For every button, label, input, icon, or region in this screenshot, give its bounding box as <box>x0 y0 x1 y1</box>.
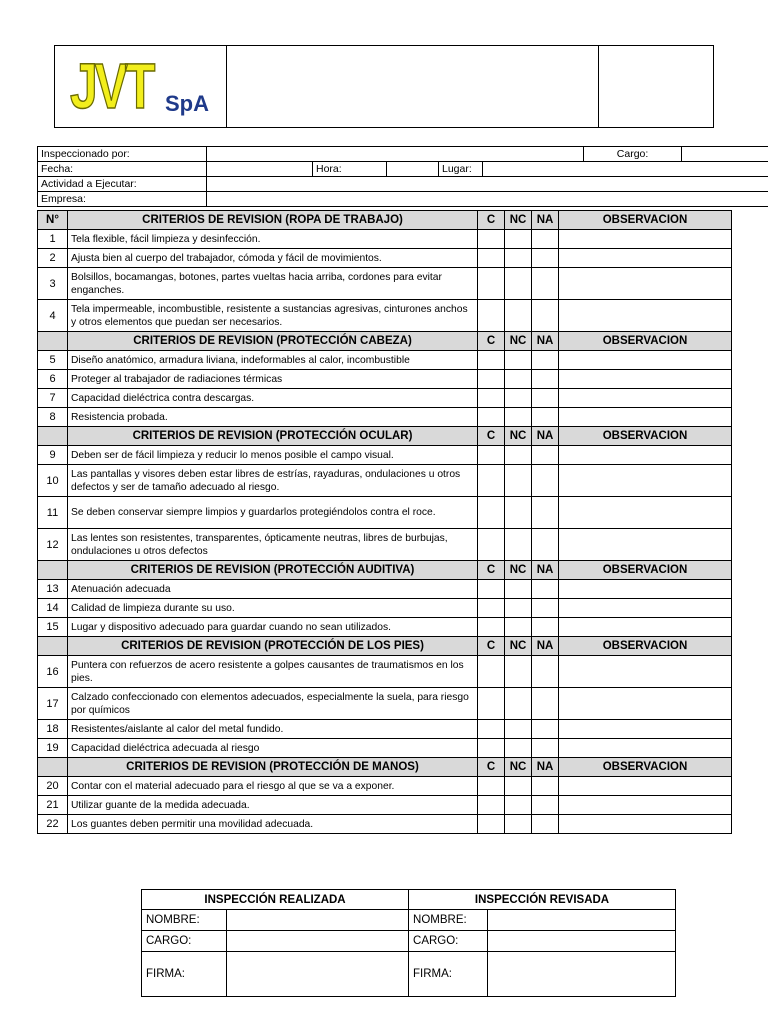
check-c[interactable] <box>478 408 505 427</box>
table-row <box>38 796 732 815</box>
col-na-header: NA <box>532 332 559 351</box>
table-row <box>38 446 732 465</box>
actividad-label: Actividad a Ejecutar: <box>38 177 207 192</box>
check-nc[interactable] <box>505 389 532 408</box>
observation-field[interactable] <box>559 408 732 427</box>
item-criterion: Atenuación adecuada <box>68 580 478 599</box>
item-number: 2 <box>38 249 68 268</box>
observation-field[interactable] <box>559 796 732 815</box>
check-na[interactable] <box>532 351 559 370</box>
item-number: 22 <box>38 815 68 834</box>
done-cargo-field[interactable] <box>227 931 409 952</box>
table-row <box>38 739 732 758</box>
table-row <box>38 720 732 739</box>
empresa-field[interactable] <box>207 192 768 207</box>
col-c-header: C <box>478 561 505 580</box>
check-c[interactable] <box>478 720 505 739</box>
observation-field[interactable] <box>559 529 732 561</box>
check-nc[interactable] <box>505 408 532 427</box>
item-number: 1 <box>38 230 68 249</box>
check-nc[interactable] <box>505 796 532 815</box>
section-title: CRITERIOS DE REVISION (PROTECCIÓN AUDITIVA) <box>68 561 478 580</box>
item-number: 21 <box>38 796 68 815</box>
check-na[interactable] <box>532 815 559 834</box>
observation-field[interactable] <box>559 815 732 834</box>
company-logo: JVT <box>70 50 153 122</box>
item-number: 14 <box>38 599 68 618</box>
col-num-header: N° <box>38 211 68 230</box>
signature-table <box>141 889 676 997</box>
check-nc[interactable] <box>505 815 532 834</box>
check-c[interactable] <box>478 739 505 758</box>
check-c[interactable] <box>478 529 505 561</box>
section-title: CRITERIOS DE REVISION (PROTECCIÓN CABEZA) <box>68 332 478 351</box>
col-c-header: C <box>478 211 505 230</box>
table-row <box>38 618 732 637</box>
hora-field[interactable] <box>387 162 439 177</box>
observation-field[interactable] <box>559 389 732 408</box>
item-number: 7 <box>38 389 68 408</box>
check-c[interactable] <box>478 465 505 497</box>
col-obs-header: OBSERVACION <box>559 427 732 446</box>
done-signature-label: FIRMA: <box>142 952 227 997</box>
fecha-label: Fecha: <box>38 162 207 177</box>
observation-field[interactable] <box>559 351 732 370</box>
col-num-blank <box>38 332 68 351</box>
col-obs-header: OBSERVACION <box>559 637 732 656</box>
col-nc-header: NC <box>505 427 532 446</box>
check-nc[interactable] <box>505 656 532 688</box>
observation-field[interactable] <box>559 300 732 332</box>
fecha-field[interactable] <box>207 162 313 177</box>
item-number: 12 <box>38 529 68 561</box>
item-criterion: Resistencia probada. <box>68 408 478 427</box>
col-c-header: C <box>478 427 505 446</box>
check-na[interactable] <box>532 249 559 268</box>
item-criterion: Tela flexible, fácil limpieza y desinfección. <box>68 230 478 249</box>
check-na[interactable] <box>532 268 559 300</box>
observation-field[interactable] <box>559 618 732 637</box>
col-num-blank <box>38 758 68 777</box>
item-criterion: Puntera con refuerzos de acero resistente a golpes causantes de traumatismos en los pies. <box>68 656 478 688</box>
reviewed-cargo-field[interactable] <box>488 931 676 952</box>
table-row <box>38 599 732 618</box>
section-header-row <box>38 427 732 446</box>
table-row <box>38 249 732 268</box>
item-number: 17 <box>38 688 68 720</box>
check-nc[interactable] <box>505 230 532 249</box>
check-nc[interactable] <box>505 268 532 300</box>
check-nc[interactable] <box>505 777 532 796</box>
inspected-by-field[interactable] <box>207 147 584 162</box>
done-cargo-label: CARGO: <box>142 931 227 952</box>
hora-label: Hora: <box>313 162 387 177</box>
table-row <box>38 777 732 796</box>
col-c-header: C <box>478 332 505 351</box>
col-obs-header: OBSERVACION <box>559 561 732 580</box>
item-number: 16 <box>38 656 68 688</box>
check-na[interactable] <box>532 656 559 688</box>
reviewed-signature-label: FIRMA: <box>409 952 488 997</box>
done-name-label: NOMBRE: <box>142 910 227 931</box>
item-number: 15 <box>38 618 68 637</box>
check-c[interactable] <box>478 370 505 389</box>
check-c[interactable] <box>478 300 505 332</box>
check-nc[interactable] <box>505 446 532 465</box>
table-row <box>38 656 732 688</box>
done-signature-field[interactable] <box>227 952 409 997</box>
check-na[interactable] <box>532 580 559 599</box>
item-criterion: Se deben conservar siempre limpios y guardarlos protegiéndolos contra el roce. <box>68 497 478 529</box>
col-num-blank <box>38 637 68 656</box>
item-criterion: Ajusta bien al cuerpo del trabajador, cómoda y fácil de movimientos. <box>68 249 478 268</box>
item-criterion: Bolsillos, bocamangas, botones, partes vueltas hacia arriba, cordones para evitar enganches. <box>68 268 478 300</box>
table-row <box>38 580 732 599</box>
section-header-row <box>38 561 732 580</box>
reviewed-name-label: NOMBRE: <box>409 910 488 931</box>
col-na-header: NA <box>532 211 559 230</box>
header-right-cell <box>598 46 715 127</box>
inspection-reviewed-header: INSPECCIÓN REVISADA <box>409 890 676 910</box>
check-nc[interactable] <box>505 370 532 389</box>
col-nc-header: NC <box>505 211 532 230</box>
info-table <box>37 146 768 207</box>
item-number: 6 <box>38 370 68 389</box>
section-header-row <box>38 332 732 351</box>
check-na[interactable] <box>532 618 559 637</box>
check-c[interactable] <box>478 618 505 637</box>
check-na[interactable] <box>532 370 559 389</box>
col-nc-header: NC <box>505 332 532 351</box>
check-nc[interactable] <box>505 529 532 561</box>
reviewed-name-field[interactable] <box>488 910 676 931</box>
check-c[interactable] <box>478 351 505 370</box>
item-criterion: Resistentes/aislante al calor del metal fundido. <box>68 720 478 739</box>
check-c[interactable] <box>478 796 505 815</box>
check-nc[interactable] <box>505 351 532 370</box>
item-criterion: Las lentes son resistentes, transparentes, ópticamente neutras, libres de burbujas, ondulaciones u otros defectos <box>68 529 478 561</box>
inspected-by-label: Inspeccionado por: <box>38 147 207 162</box>
table-row <box>38 465 732 497</box>
section-title: CRITERIOS DE REVISION (PROTECCIÓN DE LOS PIES) <box>68 637 478 656</box>
col-na-header: NA <box>532 637 559 656</box>
item-number: 11 <box>38 497 68 529</box>
check-na[interactable] <box>532 300 559 332</box>
col-obs-header: OBSERVACION <box>559 211 732 230</box>
observation-field[interactable] <box>559 370 732 389</box>
item-number: 20 <box>38 777 68 796</box>
done-name-field[interactable] <box>227 910 409 931</box>
check-na[interactable] <box>532 497 559 529</box>
check-c[interactable] <box>478 599 505 618</box>
item-criterion: Capacidad dieléctrica adecuada al riesgo <box>68 739 478 758</box>
observation-field[interactable] <box>559 599 732 618</box>
col-num-blank <box>38 427 68 446</box>
company-logo-suffix: SpA <box>165 91 209 116</box>
table-row <box>38 688 732 720</box>
cargo-label: Cargo: <box>584 147 682 162</box>
observation-field[interactable] <box>559 720 732 739</box>
observation-field[interactable] <box>559 497 732 529</box>
check-c[interactable] <box>478 777 505 796</box>
criteria-table <box>37 210 732 834</box>
check-nc[interactable] <box>505 497 532 529</box>
reviewed-signature-field[interactable] <box>488 952 676 997</box>
col-nc-header: NC <box>505 758 532 777</box>
reviewed-cargo-label: CARGO: <box>409 931 488 952</box>
check-c[interactable] <box>478 497 505 529</box>
item-criterion: Diseño anatómico, armadura liviana, indeformables al calor, incombustible <box>68 351 478 370</box>
lugar-label: Lugar: <box>439 162 483 177</box>
col-obs-header: OBSERVACION <box>559 758 732 777</box>
item-number: 10 <box>38 465 68 497</box>
check-na[interactable] <box>532 720 559 739</box>
check-na[interactable] <box>532 599 559 618</box>
table-row <box>38 529 732 561</box>
check-nc[interactable] <box>505 580 532 599</box>
check-nc[interactable] <box>505 249 532 268</box>
item-number: 13 <box>38 580 68 599</box>
item-criterion: Tela impermeable, incombustible, resistente a sustancias agresivas, cinturones anchos y otros elementos que puedan ser necesarios. <box>68 300 478 332</box>
item-criterion: Utilizar guante de la medida adecuada. <box>68 796 478 815</box>
document-header <box>54 45 714 128</box>
item-criterion: Lugar y dispositivo adecuado para guardar cuando no sean utilizados. <box>68 618 478 637</box>
observation-field[interactable] <box>559 580 732 599</box>
section-header-row <box>38 758 732 777</box>
item-criterion: Los guantes deben permitir una movilidad adecuada. <box>68 815 478 834</box>
check-na[interactable] <box>532 777 559 796</box>
item-criterion: Deben ser de fácil limpieza y reducir lo menos posible el campo visual. <box>68 446 478 465</box>
table-row <box>38 370 732 389</box>
table-row <box>38 268 732 300</box>
section-title: CRITERIOS DE REVISION (PROTECCIÓN OCULAR) <box>68 427 478 446</box>
check-c[interactable] <box>478 249 505 268</box>
table-row <box>38 389 732 408</box>
section-header-row <box>38 637 732 656</box>
item-number: 19 <box>38 739 68 758</box>
item-criterion: Contar con el material adecuado para el riesgo al que se va a exponer. <box>68 777 478 796</box>
item-number: 8 <box>38 408 68 427</box>
check-c[interactable] <box>478 446 505 465</box>
check-c[interactable] <box>478 389 505 408</box>
section-title: CRITERIOS DE REVISION (PROTECCIÓN DE MANOS) <box>68 758 478 777</box>
table-row <box>38 300 732 332</box>
col-na-header: NA <box>532 427 559 446</box>
check-na[interactable] <box>532 389 559 408</box>
inspection-done-header: INSPECCIÓN REALIZADA <box>142 890 409 910</box>
check-na[interactable] <box>532 739 559 758</box>
check-c[interactable] <box>478 688 505 720</box>
col-na-header: NA <box>532 758 559 777</box>
col-na-header: NA <box>532 561 559 580</box>
table-row <box>38 230 732 249</box>
item-criterion: Capacidad dieléctrica contra descargas. <box>68 389 478 408</box>
item-number: 5 <box>38 351 68 370</box>
observation-field[interactable] <box>559 656 732 688</box>
check-na[interactable] <box>532 446 559 465</box>
observation-field[interactable] <box>559 249 732 268</box>
section-title: CRITERIOS DE REVISION (ROPA DE TRABAJO) <box>68 211 478 230</box>
item-criterion: Las pantallas y visores deben estar libres de estrías, rayaduras, ondulaciones u otros defectos y ser de tamaño adecuado al riesgo. <box>68 465 478 497</box>
table-row <box>38 351 732 370</box>
empresa-label: Empresa: <box>38 192 207 207</box>
check-nc[interactable] <box>505 465 532 497</box>
table-row <box>38 815 732 834</box>
check-nc[interactable] <box>505 739 532 758</box>
check-na[interactable] <box>532 688 559 720</box>
check-c[interactable] <box>478 230 505 249</box>
check-nc[interactable] <box>505 688 532 720</box>
logo-cell <box>55 46 227 127</box>
item-criterion: Proteger al trabajador de radiaciones térmicas <box>68 370 478 389</box>
item-number: 3 <box>38 268 68 300</box>
col-c-header: C <box>478 637 505 656</box>
col-num-blank <box>38 561 68 580</box>
observation-field[interactable] <box>559 268 732 300</box>
observation-field[interactable] <box>559 465 732 497</box>
check-c[interactable] <box>478 580 505 599</box>
observation-field[interactable] <box>559 777 732 796</box>
item-number: 4 <box>38 300 68 332</box>
check-nc[interactable] <box>505 618 532 637</box>
table-row <box>38 497 732 529</box>
observation-field[interactable] <box>559 688 732 720</box>
observation-field[interactable] <box>559 739 732 758</box>
section-header-row <box>38 211 732 230</box>
col-c-header: C <box>478 758 505 777</box>
check-nc[interactable] <box>505 720 532 739</box>
check-na[interactable] <box>532 230 559 249</box>
col-nc-header: NC <box>505 637 532 656</box>
observation-field[interactable] <box>559 230 732 249</box>
item-criterion: Calzado confeccionado con elementos adecuados, especialmente la suela, para riesgo por químicos <box>68 688 478 720</box>
check-nc[interactable] <box>505 599 532 618</box>
table-row <box>38 408 732 427</box>
item-criterion: Calidad de limpieza durante su uso. <box>68 599 478 618</box>
check-c[interactable] <box>478 815 505 834</box>
check-c[interactable] <box>478 656 505 688</box>
observation-field[interactable] <box>559 446 732 465</box>
actividad-field[interactable] <box>207 177 768 192</box>
check-na[interactable] <box>532 796 559 815</box>
check-na[interactable] <box>532 408 559 427</box>
check-na[interactable] <box>532 529 559 561</box>
col-nc-header: NC <box>505 561 532 580</box>
check-na[interactable] <box>532 465 559 497</box>
cargo-field[interactable] <box>682 147 768 162</box>
col-obs-header: OBSERVACION <box>559 332 732 351</box>
item-number: 18 <box>38 720 68 739</box>
check-nc[interactable] <box>505 300 532 332</box>
check-c[interactable] <box>478 268 505 300</box>
lugar-field[interactable] <box>483 162 768 177</box>
item-number: 9 <box>38 446 68 465</box>
